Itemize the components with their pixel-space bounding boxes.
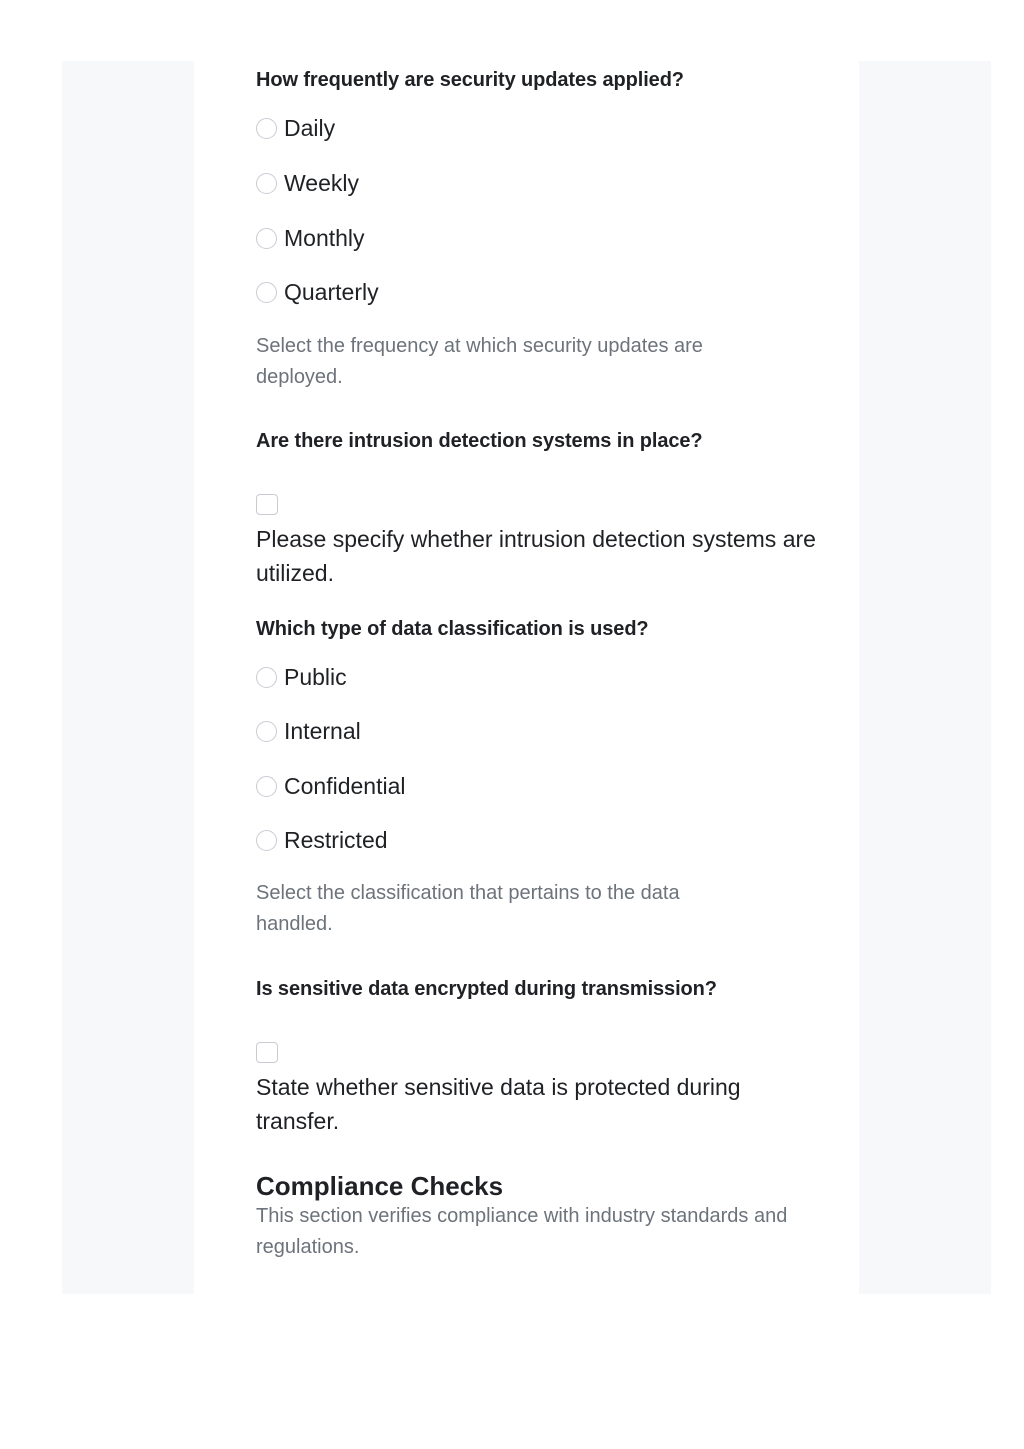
radio-label: Daily: [284, 115, 336, 141]
question-data-classification: Which type of data classification is used?: [256, 618, 649, 640]
question-encryption-in-transit: Is sensitive data encrypted during transmission?: [256, 978, 717, 1000]
radio-option-restricted[interactable]: [256, 826, 388, 854]
radio-option-quarterly[interactable]: [256, 278, 379, 306]
radio-button[interactable]: [256, 228, 277, 249]
right-gutter: [859, 61, 991, 1294]
radio-label: Confidential: [284, 773, 406, 799]
radio-button[interactable]: [256, 830, 277, 851]
radio-option-monthly[interactable]: [256, 224, 365, 252]
radio-label: Internal: [284, 718, 361, 744]
radio-button[interactable]: [256, 721, 277, 742]
radio-label: Quarterly: [284, 279, 379, 305]
question-update-frequency: How frequently are security updates applied?: [256, 69, 684, 91]
radio-option-confidential[interactable]: [256, 772, 405, 800]
radio-option-public[interactable]: [256, 663, 347, 691]
radio-label: Restricted: [284, 827, 388, 853]
radio-button[interactable]: [256, 282, 277, 303]
radio-label: Weekly: [284, 170, 359, 196]
section-title: Compliance Checks: [256, 1171, 504, 1201]
encryption-in-transit-checkbox[interactable]: [256, 1042, 278, 1063]
help-text-update-frequency: Select the frequency at which security updates are deployed.: [256, 335, 703, 388]
question-intrusion-detection: Are there intrusion detection systems in place?: [256, 430, 703, 452]
radio-option-weekly[interactable]: [256, 169, 359, 197]
radio-button[interactable]: [256, 118, 277, 139]
section-description: This section verifies compliance with industry standards and regulations.: [256, 1205, 788, 1258]
help-text-data-classification: Select the classification that pertains to the data handled.: [256, 882, 680, 935]
intrusion-detection-checkbox[interactable]: [256, 494, 278, 515]
form-panel: [194, 61, 859, 1294]
radio-button[interactable]: [256, 173, 277, 194]
radio-option-daily[interactable]: [256, 114, 335, 142]
radio-label: Monthly: [284, 225, 365, 251]
left-gutter: [62, 61, 194, 1294]
radio-button[interactable]: [256, 667, 277, 688]
radio-option-internal[interactable]: [256, 717, 361, 745]
intrusion-detection-description: Please specify whether intrusion detection systems are utilized.: [256, 526, 816, 586]
radio-button[interactable]: [256, 776, 277, 797]
radio-label: Public: [284, 664, 347, 690]
encryption-in-transit-description: State whether sensitive data is protected during transfer.: [256, 1074, 741, 1134]
